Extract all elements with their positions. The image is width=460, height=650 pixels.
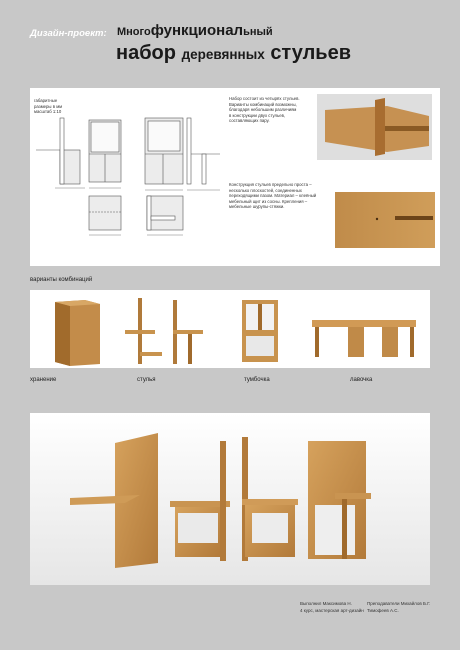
variant-storage-image bbox=[55, 300, 100, 366]
caption-chairs: стулья bbox=[137, 377, 156, 383]
title-main: функционал bbox=[150, 22, 244, 39]
title-word-b: деревянных bbox=[181, 47, 265, 62]
title-word-a: набор bbox=[116, 42, 176, 64]
caption-bedside: тумбочка bbox=[244, 377, 270, 383]
title-word-c: стульев bbox=[270, 42, 352, 64]
joint-detail-photo-2 bbox=[335, 192, 435, 248]
footer-author: Выполнил Максимова Н. 4 курс, мастерская арт-дизайн bbox=[300, 601, 364, 613]
variant-bedside-image bbox=[242, 300, 278, 362]
variant-bench-image bbox=[312, 320, 416, 357]
caption-bench: лавочка bbox=[350, 377, 373, 383]
variants-illustration bbox=[30, 290, 430, 368]
title-prefix: Много bbox=[117, 26, 151, 38]
drawings-panel bbox=[30, 88, 440, 266]
title-line-1 bbox=[117, 22, 273, 39]
title-line-2 bbox=[116, 42, 351, 65]
dimensions-note: габаритные размеры в мм масштаб 1:10 bbox=[34, 98, 63, 115]
variants-heading: варианты комбинаций bbox=[30, 277, 93, 283]
joint-detail-photo-1 bbox=[317, 94, 432, 160]
variant-chairs-image bbox=[125, 298, 203, 364]
caption-storage: хранение bbox=[30, 377, 57, 383]
variants-panel bbox=[30, 290, 430, 368]
description-1: Набор состоит из четырёх стульев. Варианты комбинаций возможны, благодаря небольшим различиям в конструкции двух стульев, составляющих пару. bbox=[229, 96, 300, 124]
description-2: Конструкция стульев предельно проста – несколько плоскостей, соединенных переходящими пазом. Материал – клеёный мебельный щит из сосны. Крепления – мебельные шурупы-стяжки. bbox=[229, 182, 317, 210]
project-label: Дизайн-проект: bbox=[30, 28, 107, 39]
footer-teachers: Преподаватели Михайлов Б.Г. Тимофеев А.С. bbox=[367, 601, 431, 613]
hero-photo bbox=[30, 413, 430, 585]
title-suffix: ьный bbox=[243, 26, 273, 38]
chairs-set-illustration bbox=[30, 413, 430, 585]
